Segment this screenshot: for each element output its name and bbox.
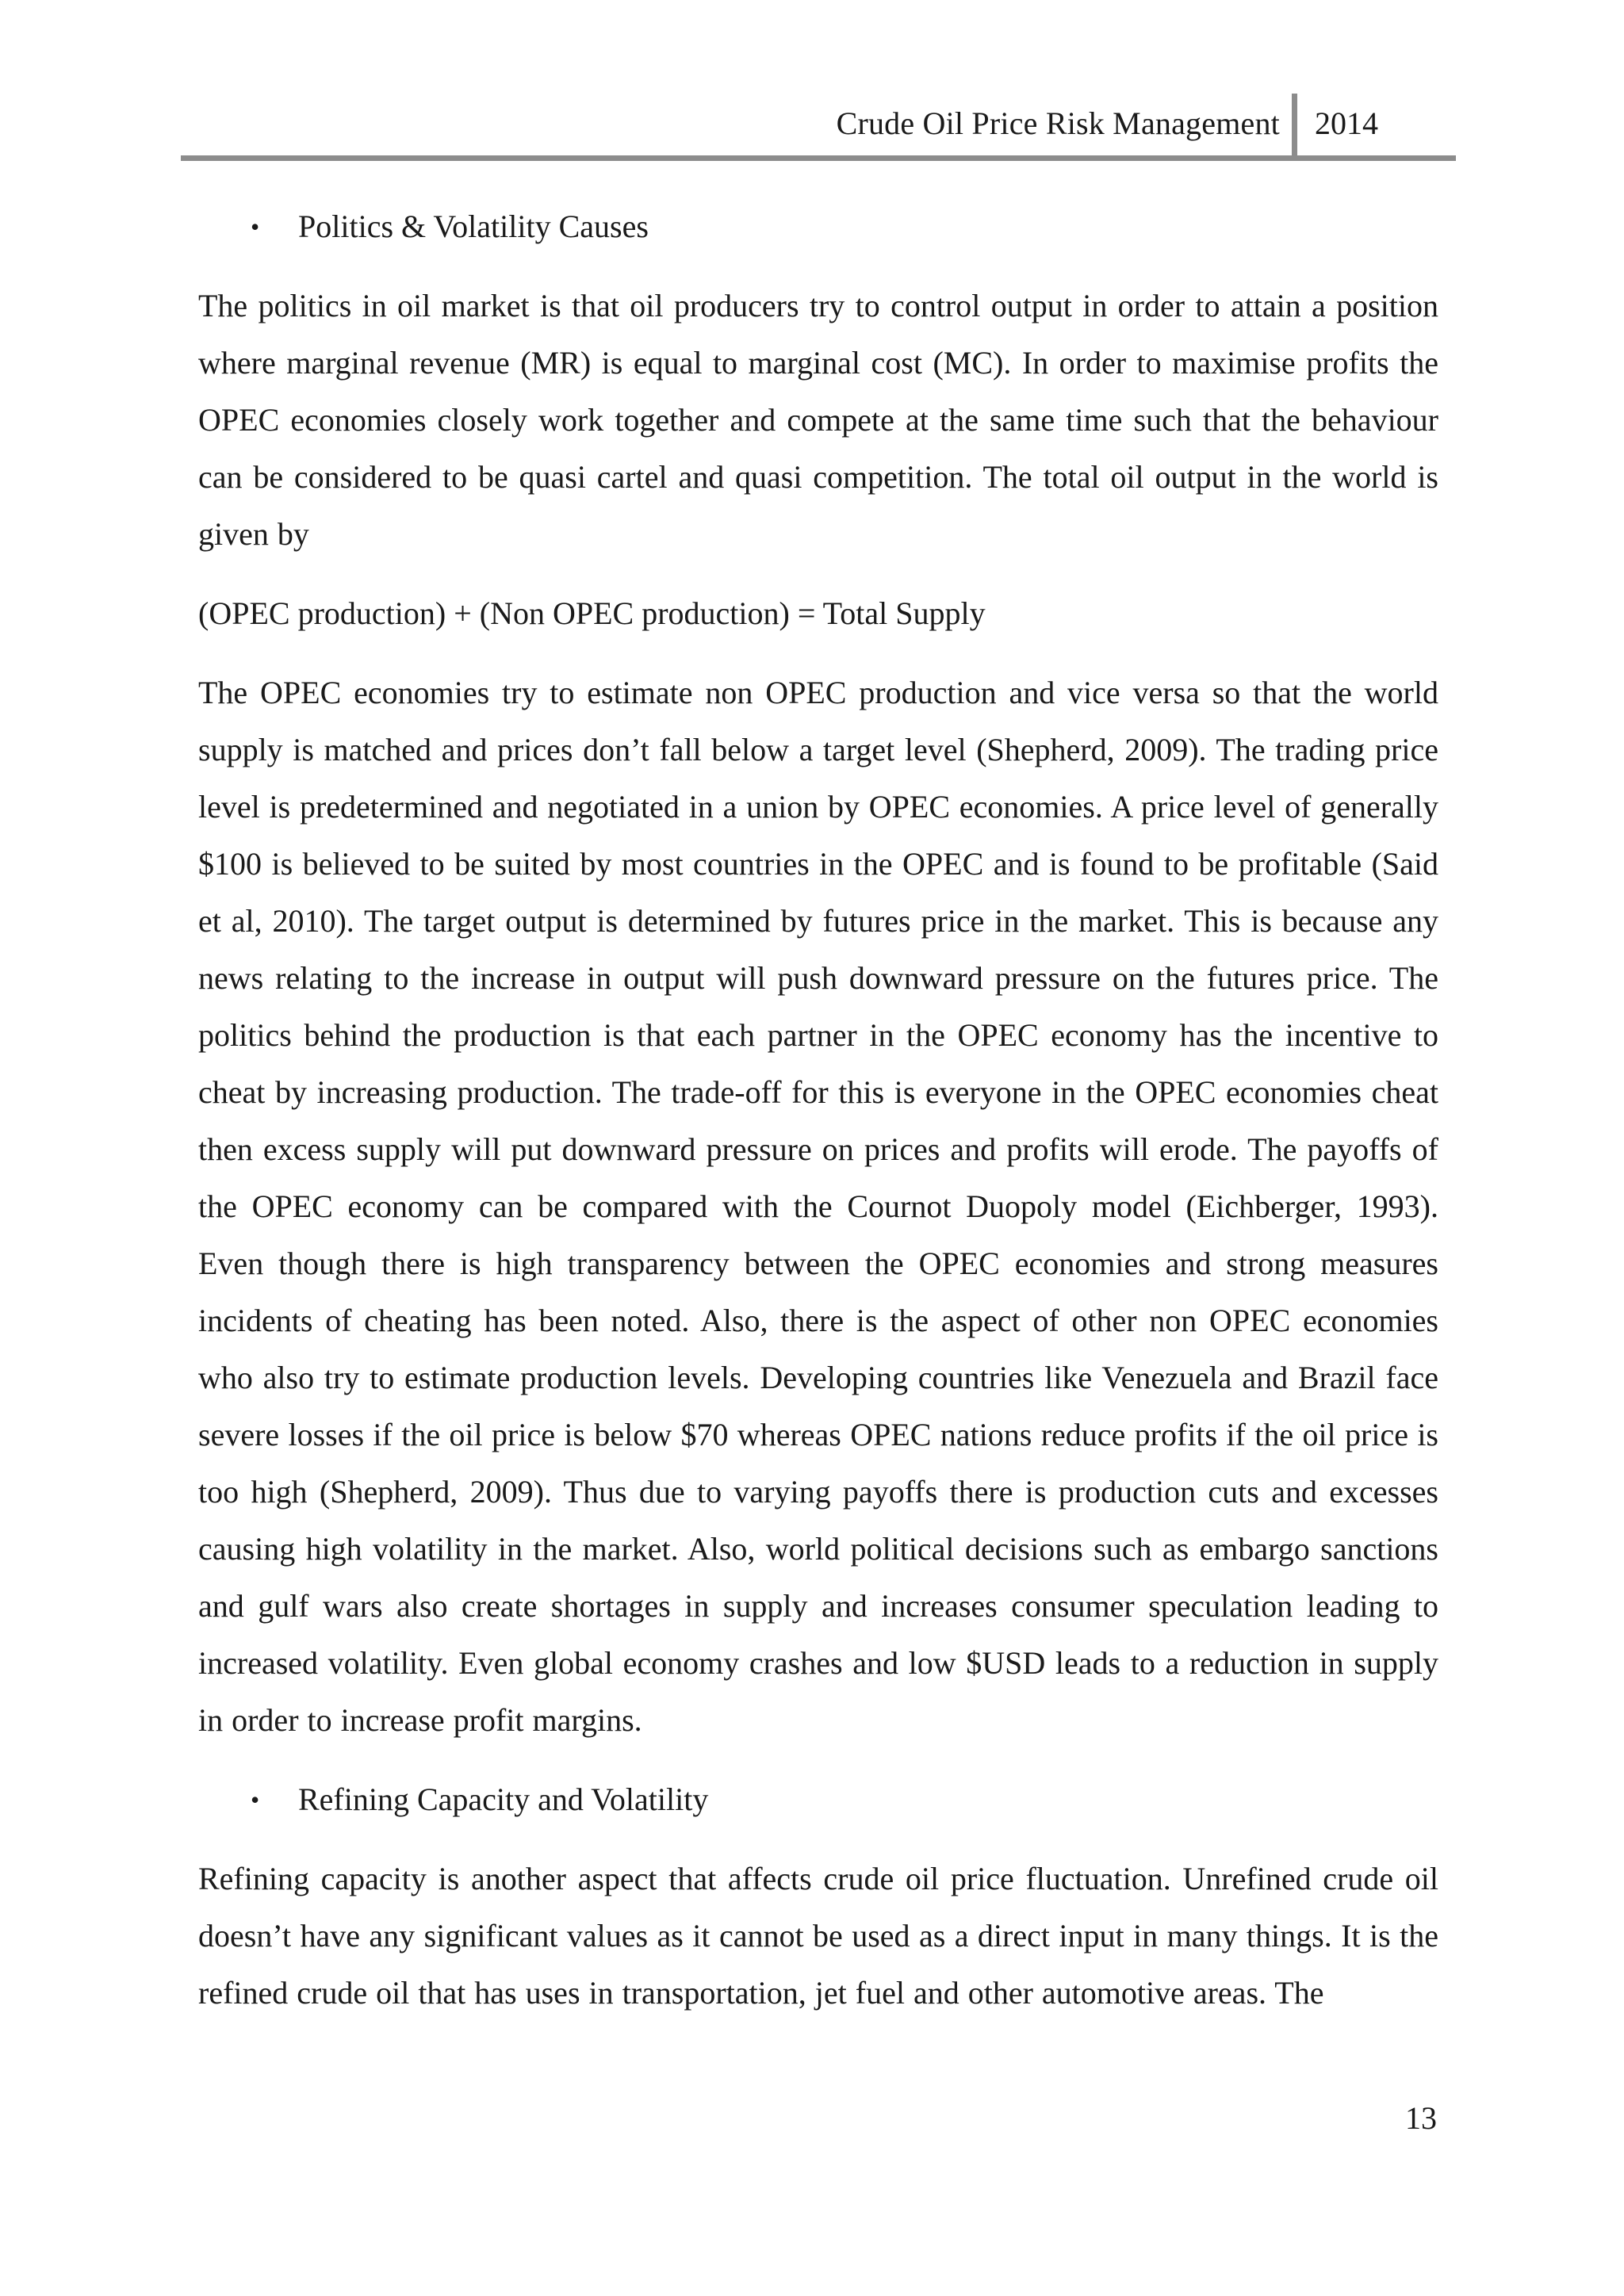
page-number: 13	[1405, 2100, 1437, 2136]
bullet-icon: •	[251, 212, 260, 241]
section-heading-text: Politics & Volatility Causes	[298, 209, 649, 244]
supply-formula: (OPEC production) + (Non OPEC production) = Total Supply	[198, 595, 986, 631]
section-heading-text: Refining Capacity and Volatility	[298, 1781, 709, 1817]
section-heading-refining	[198, 1771, 1438, 1828]
header-title: Crude Oil Price Risk Management	[836, 105, 1280, 141]
bullet-icon: •	[251, 1785, 260, 1814]
paragraph-politics-intro: The politics in oil market is that oil producers try to control output in order to attain a position where marginal revenue (MR) is equal to marginal cost (MC). In order to maximise profits the OPEC economies closely work together and compete at the same time such that the behaviour can be considered to be quasi cartel and quasi competition. The total oil output in the world is given by	[198, 288, 1438, 552]
header-year: 2014	[1315, 105, 1378, 141]
section-heading-politics	[198, 198, 1438, 255]
page-header	[181, 94, 1456, 160]
paragraph-refining-capacity: Refining capacity is another aspect that affects crude oil price fluctuation. Unrefined crude oil doesn’t have any significant values as it cannot be used as a direct input in many things. It is the refined crude oil that has uses in transportation, jet fuel and other automotive areas. The	[198, 1861, 1438, 2011]
page-body	[198, 198, 1438, 2022]
header-rule	[181, 155, 1456, 161]
paragraph-opec-estimation: The OPEC economies try to estimate non OPEC production and vice versa so that the world supply is matched and prices don’t fall below a target level (Shepherd, 2009). The trading price level is predetermined and negotiated in a union by OPEC economies. A price level of generally $100 is believed to be suited by most countries in the OPEC and is found to be profitable (Said et al, 2010). The target output is determined by futures price in the market. This is because any news relating to the increase in output will push downward pressure on the futures price. The politics behind the production is that each partner in the OPEC economy has the incentive to cheat by increasing production. The trade-off for this is everyone in the OPEC economies cheat then excess supply will put downward pressure on prices and profits will erode. The payoffs of the OPEC economy can be compared with the Cournot Duopoly model (Eichberger, 1993). Even though there is high transparency between the OPEC economies and strong measures incidents of cheating has been noted. Also, there is the aspect of other non OPEC economies who also try to estimate production levels. Developing countries like Venezuela and Brazil face severe losses if the oil price is below $70 whereas OPEC nations reduce profits if the oil price is too high (Shepherd, 2009). Thus due to varying payoffs there is production cuts and excesses causing high volatility in the market. Also, world political decisions such as embargo sanctions and gulf wars also create shortages in supply and increases consumer speculation leading to increased volatility. Even global economy crashes and low $USD leads to a reduction in supply in order to increase profit margins.	[198, 675, 1438, 1738]
header-divider	[1292, 94, 1297, 160]
